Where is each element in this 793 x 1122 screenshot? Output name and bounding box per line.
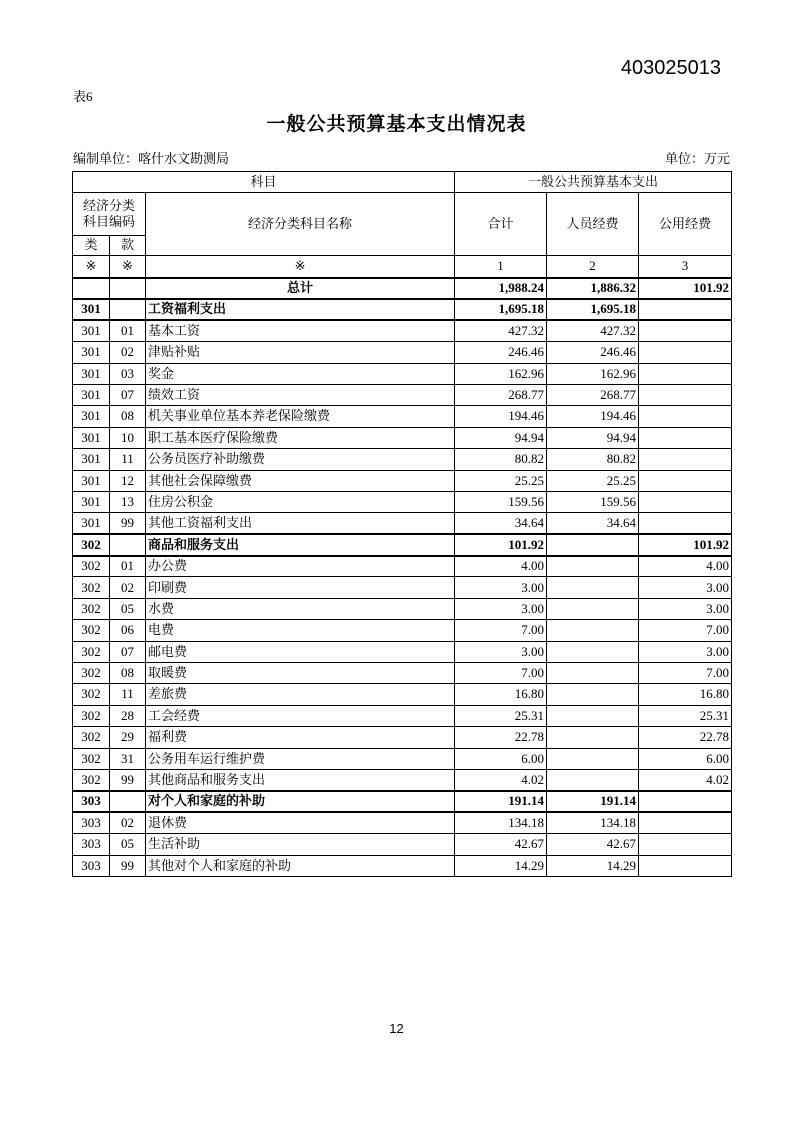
subclass-mark: ※ (110, 256, 146, 278)
public-cell (639, 812, 732, 833)
subject-group-header: 科目 (73, 172, 455, 193)
subject-name-cell: 总计 (146, 278, 455, 299)
class-code-cell: 302 (73, 620, 110, 641)
class-code-cell: 301 (73, 427, 110, 448)
class-code-cell: 301 (73, 449, 110, 470)
subject-name-cell: 其他商品和服务支出 (146, 769, 455, 790)
unit-label: 单位：万元 (664, 151, 730, 166)
table-row (73, 342, 732, 363)
total-cell: 42.67 (455, 834, 547, 855)
total-cell: 34.64 (455, 513, 547, 534)
class-code-cell: 302 (73, 769, 110, 790)
personnel-cell (547, 556, 639, 577)
table-row (73, 598, 732, 619)
header-main-row (73, 193, 732, 236)
table-row (73, 791, 732, 812)
table-row (73, 406, 732, 427)
public-cell: 6.00 (639, 748, 732, 769)
total-cell: 101.92 (455, 534, 547, 555)
class-code-cell: 302 (73, 577, 110, 598)
public-cell: 3.00 (639, 577, 732, 598)
total-cell: 6.00 (455, 748, 547, 769)
table-row (73, 320, 732, 341)
personnel-cell: 94.94 (547, 427, 639, 448)
public-cell: 4.00 (639, 556, 732, 577)
class-code-cell (73, 278, 110, 299)
personnel-cell: 80.82 (547, 449, 639, 470)
budget-table (72, 171, 732, 877)
table-row (73, 748, 732, 769)
table-row (73, 470, 732, 491)
subject-name-cell: 办公费 (146, 556, 455, 577)
total-cell: 246.46 (455, 342, 547, 363)
meta-line (73, 148, 730, 167)
class-code-cell: 301 (73, 342, 110, 363)
class-code-cell: 302 (73, 641, 110, 662)
subject-name-cell: 退休费 (146, 812, 455, 833)
subclass-code-cell: 02 (110, 342, 146, 363)
personnel-cell: 246.46 (547, 342, 639, 363)
subclass-code-cell: 11 (110, 449, 146, 470)
name-column-header: 经济分类科目名称 (146, 193, 455, 256)
personnel-cell: 34.64 (547, 513, 639, 534)
subject-name-cell: 其他对个人和家庭的补助 (146, 855, 455, 876)
total-cell: 1,988.24 (455, 278, 547, 299)
table-header (73, 172, 732, 278)
subject-name-cell: 津贴补贴 (146, 342, 455, 363)
table-row (73, 641, 732, 662)
header-group-row (73, 172, 732, 193)
personnel-cell (547, 641, 639, 662)
total-cell: 7.00 (455, 663, 547, 684)
table-row (73, 727, 732, 748)
public-cell: 101.92 (639, 278, 732, 299)
personnel-cell (547, 598, 639, 619)
personnel-cell: 42.67 (547, 834, 639, 855)
subclass-code-cell: 02 (110, 812, 146, 833)
class-code-cell: 301 (73, 406, 110, 427)
personnel-cell: 268.77 (547, 384, 639, 405)
subject-name-cell: 取暖费 (146, 663, 455, 684)
subclass-code-cell: 10 (110, 427, 146, 448)
class-code-cell: 302 (73, 534, 110, 555)
subclass-code-cell: 08 (110, 663, 146, 684)
subclass-code-cell: 13 (110, 491, 146, 512)
subject-name-cell: 福利费 (146, 727, 455, 748)
public-cell (639, 449, 732, 470)
personnel-cell: 191.14 (547, 791, 639, 812)
personnel-cell (547, 705, 639, 726)
table-row (73, 427, 732, 448)
subject-name-cell: 公务员医疗补助缴费 (146, 449, 455, 470)
table-row (73, 834, 732, 855)
public-cell (639, 299, 732, 320)
class-code-cell: 302 (73, 663, 110, 684)
personnel-cell (547, 769, 639, 790)
class-column-header: 类 (73, 236, 110, 256)
class-code-cell: 302 (73, 684, 110, 705)
subclass-code-cell: 07 (110, 384, 146, 405)
total-cell: 25.31 (455, 705, 547, 726)
personnel-cell (547, 727, 639, 748)
subject-name-cell: 住房公积金 (146, 491, 455, 512)
class-code-cell: 301 (73, 384, 110, 405)
table-row (73, 384, 732, 405)
class-code-cell: 302 (73, 748, 110, 769)
total-cell: 268.77 (455, 384, 547, 405)
table-row (73, 855, 732, 876)
class-code-cell: 303 (73, 812, 110, 833)
public-cell (639, 406, 732, 427)
total-cell: 191.14 (455, 791, 547, 812)
table-row (73, 684, 732, 705)
total-cell: 80.82 (455, 449, 547, 470)
public-cell: 3.00 (639, 598, 732, 619)
subclass-code-cell: 12 (110, 470, 146, 491)
public-cell (639, 342, 732, 363)
table-row (73, 620, 732, 641)
subject-name-cell: 商品和服务支出 (146, 534, 455, 555)
subclass-code-cell: 02 (110, 577, 146, 598)
subclass-code-cell: 99 (110, 855, 146, 876)
subject-name-cell: 生活补助 (146, 834, 455, 855)
subclass-code-cell: 05 (110, 598, 146, 619)
personnel-cell: 159.56 (547, 491, 639, 512)
class-code-cell: 301 (73, 491, 110, 512)
subclass-code-cell: 08 (110, 406, 146, 427)
table-row (73, 299, 732, 320)
public-cell (639, 363, 732, 384)
personnel-cell: 1,886.32 (547, 278, 639, 299)
public-cell (639, 320, 732, 341)
public-cell: 3.00 (639, 641, 732, 662)
personnel-cell (547, 748, 639, 769)
class-code-cell: 301 (73, 299, 110, 320)
class-code-cell: 301 (73, 363, 110, 384)
class-code-cell: 301 (73, 320, 110, 341)
total-cell: 16.80 (455, 684, 547, 705)
total-cell: 7.00 (455, 620, 547, 641)
class-code-cell: 301 (73, 513, 110, 534)
header-mark-row (73, 256, 732, 278)
subclass-code-cell: 03 (110, 363, 146, 384)
class-code-cell: 303 (73, 834, 110, 855)
subject-name-cell: 对个人和家庭的补助 (146, 791, 455, 812)
table-row (73, 363, 732, 384)
class-code-cell: 303 (73, 855, 110, 876)
subject-name-cell: 职工基本医疗保险缴费 (146, 427, 455, 448)
public-cell: 7.00 (639, 620, 732, 641)
subclass-code-cell: 07 (110, 641, 146, 662)
personnel-column-number: 2 (547, 256, 639, 278)
personnel-cell (547, 663, 639, 684)
total-cell: 25.25 (455, 470, 547, 491)
public-cell: 7.00 (639, 663, 732, 684)
public-cell: 16.80 (639, 684, 732, 705)
subject-name-cell: 电费 (146, 620, 455, 641)
subject-name-cell: 工资福利支出 (146, 299, 455, 320)
subject-name-cell: 机关事业单位基本养老保险缴费 (146, 406, 455, 427)
subject-name-cell: 水费 (146, 598, 455, 619)
total-cell: 14.29 (455, 855, 547, 876)
subclass-code-cell: 28 (110, 705, 146, 726)
class-code-cell: 302 (73, 727, 110, 748)
personnel-cell: 427.32 (547, 320, 639, 341)
subject-name-cell: 工会经费 (146, 705, 455, 726)
personnel-cell: 194.46 (547, 406, 639, 427)
subject-name-cell: 印刷费 (146, 577, 455, 598)
public-cell: 101.92 (639, 534, 732, 555)
subclass-code-cell: 99 (110, 513, 146, 534)
total-cell: 94.94 (455, 427, 547, 448)
name-mark: ※ (146, 256, 455, 278)
subclass-code-cell: 11 (110, 684, 146, 705)
budget-group-header: 一般公共预算基本支出 (455, 172, 732, 193)
table-body (73, 278, 732, 877)
table-label: 表6 (73, 89, 93, 104)
personnel-column-header: 人员经费 (547, 193, 639, 256)
table-row (73, 278, 732, 299)
subclass-code-cell (110, 791, 146, 812)
table-row (73, 812, 732, 833)
total-cell: 3.00 (455, 577, 547, 598)
subclass-code-cell (110, 299, 146, 320)
table-row (73, 705, 732, 726)
personnel-cell: 25.25 (547, 470, 639, 491)
public-cell: 25.31 (639, 705, 732, 726)
public-column-number: 3 (639, 256, 732, 278)
public-cell (639, 791, 732, 812)
total-cell: 3.00 (455, 641, 547, 662)
code-group-header: 经济分类科目编码 (73, 193, 146, 236)
public-cell: 4.02 (639, 769, 732, 790)
table-row (73, 491, 732, 512)
table-row (73, 534, 732, 555)
public-cell: 22.78 (639, 727, 732, 748)
personnel-cell (547, 577, 639, 598)
subclass-code-cell: 31 (110, 748, 146, 769)
subclass-code-cell: 06 (110, 620, 146, 641)
table-row (73, 577, 732, 598)
subclass-code-cell: 05 (110, 834, 146, 855)
total-cell: 4.00 (455, 556, 547, 577)
subject-name-cell: 差旅费 (146, 684, 455, 705)
subclass-code-cell: 99 (110, 769, 146, 790)
subclass-code-cell (110, 278, 146, 299)
page-title: 一般公共预算基本支出情况表 (266, 113, 527, 135)
total-column-header: 合计 (455, 193, 547, 256)
personnel-cell (547, 620, 639, 641)
total-cell: 194.46 (455, 406, 547, 427)
total-cell: 1,695.18 (455, 299, 547, 320)
class-mark: ※ (73, 256, 110, 278)
total-cell: 159.56 (455, 491, 547, 512)
personnel-cell (547, 684, 639, 705)
total-cell: 162.96 (455, 363, 547, 384)
prepared-by-label: 编制单位：喀什水文勘测局 (73, 151, 230, 166)
page-number: 12 (389, 1021, 404, 1036)
subclass-code-cell: 01 (110, 320, 146, 341)
personnel-cell: 14.29 (547, 855, 639, 876)
subclass-column-header: 款 (110, 236, 146, 256)
subject-name-cell: 邮电费 (146, 641, 455, 662)
class-code-cell: 301 (73, 470, 110, 491)
class-code-cell: 302 (73, 556, 110, 577)
table-row (73, 663, 732, 684)
personnel-cell (547, 534, 639, 555)
public-cell (639, 470, 732, 491)
class-code-cell: 302 (73, 705, 110, 726)
subject-name-cell: 奖金 (146, 363, 455, 384)
personnel-cell: 134.18 (547, 812, 639, 833)
class-code-cell: 303 (73, 791, 110, 812)
public-cell (639, 491, 732, 512)
public-cell (639, 834, 732, 855)
subclass-code-cell (110, 534, 146, 555)
total-cell: 427.32 (455, 320, 547, 341)
public-cell (639, 384, 732, 405)
subclass-code-cell: 29 (110, 727, 146, 748)
subject-name-cell: 其他工资福利支出 (146, 513, 455, 534)
subclass-code-cell: 01 (110, 556, 146, 577)
table-row (73, 513, 732, 534)
total-cell: 3.00 (455, 598, 547, 619)
document-number: 403025013 (620, 57, 721, 79)
public-cell (639, 427, 732, 448)
table-row (73, 769, 732, 790)
subject-name-cell: 其他社会保障缴费 (146, 470, 455, 491)
public-cell (639, 513, 732, 534)
total-cell: 4.02 (455, 769, 547, 790)
public-column-header: 公用经费 (639, 193, 732, 256)
personnel-cell: 1,695.18 (547, 299, 639, 320)
table-row (73, 556, 732, 577)
subject-name-cell: 公务用车运行维护费 (146, 748, 455, 769)
total-cell: 134.18 (455, 812, 547, 833)
subject-name-cell: 基本工资 (146, 320, 455, 341)
total-cell: 22.78 (455, 727, 547, 748)
total-column-number: 1 (455, 256, 547, 278)
class-code-cell: 302 (73, 598, 110, 619)
public-cell (639, 855, 732, 876)
personnel-cell: 162.96 (547, 363, 639, 384)
table-row (73, 449, 732, 470)
subject-name-cell: 绩效工资 (146, 384, 455, 405)
